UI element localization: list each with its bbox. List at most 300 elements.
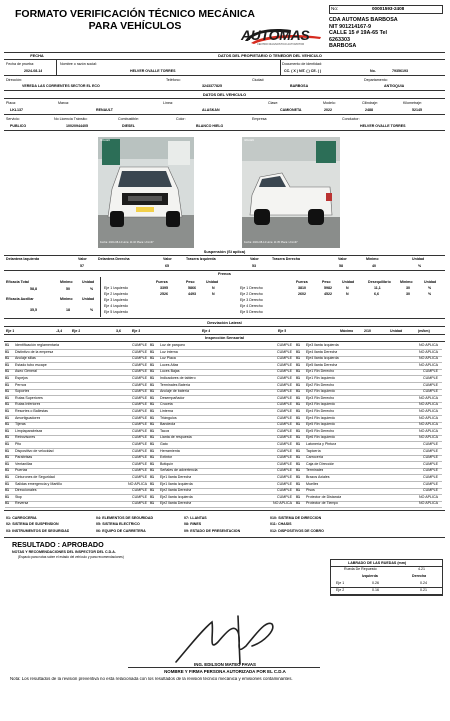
sensorial-group-code: 01 — [296, 501, 300, 506]
sensorial-group-code: 01 — [296, 435, 300, 440]
tread-der-value: 0.24 — [420, 581, 427, 585]
sensorial-item-label: Gato — [160, 442, 168, 446]
sensorial-group-code: 01 — [296, 442, 300, 446]
eje-der-label: Eje 5 Derecho — [240, 310, 263, 314]
sensorial-row — [296, 468, 442, 474]
max-value: 2/10 — [364, 329, 371, 333]
sensorial-group-code: 01 — [150, 362, 154, 367]
susp-td-valor-label: Valor — [338, 257, 347, 261]
sensorial-status: CUMPLE — [132, 415, 147, 420]
sensorial-status: NO APLICA — [419, 415, 438, 420]
sensorial-group-code: 01 — [5, 409, 9, 413]
sensorial-group-code: 01 — [296, 475, 300, 479]
sensorial-status: CUMPLE — [277, 343, 292, 347]
sensorial-row — [296, 429, 442, 435]
sensorial-group-code: 01 — [5, 494, 9, 499]
sensorial-row — [296, 495, 442, 501]
sensorial-group-code: 01 — [296, 362, 300, 367]
placa-label: Placa: — [6, 101, 16, 105]
sensorial-row — [296, 402, 442, 408]
sensorial-group-code: 01 — [5, 415, 9, 420]
sensorial-row — [150, 356, 296, 362]
sensorial-row — [150, 488, 296, 494]
sensorial-item-label: Carrocería — [306, 455, 323, 460]
sensorial-group-code: 01 — [150, 395, 154, 400]
servicio-value: PUBLICO — [10, 124, 27, 128]
page-title — [2, 8, 268, 32]
combustible-label: Combustible: — [118, 117, 139, 121]
sensorial-group-code: 01 — [296, 422, 300, 427]
doc-types: CC. ( X ) NIT. ( ) CE. ( ) — [284, 69, 322, 73]
sensorial-row — [296, 383, 442, 389]
sensorial-status: CUMPLE — [132, 435, 147, 440]
sensorial-row — [296, 422, 442, 428]
sensorial-row — [5, 482, 151, 488]
sensorial-status: CUMPLE — [423, 481, 438, 486]
sensorial-group-code: 01 — [150, 349, 154, 354]
sensorial-group-code: 01 — [5, 395, 9, 400]
sensorial-item-label: Ventanillas — [15, 461, 33, 466]
eje2-label: Eje 2 — [72, 329, 81, 333]
sensorial-item-label: Eje4 llanta Derecha — [306, 349, 338, 354]
sensorial-status: CUMPLE — [277, 468, 292, 473]
sensorial-group-code: 01 — [150, 376, 154, 380]
departamento-value: ANTIOQUIA — [384, 84, 405, 88]
sensorial-status: NO APLICA — [419, 402, 438, 407]
izq-fuerza-value: 3395 — [160, 286, 168, 290]
tread-axle-label: Eje 2 — [336, 588, 345, 592]
izq-peso-label: Peso — [186, 280, 195, 284]
nombre-label: Nombre o razón social: — [60, 62, 97, 66]
desv-unit: (m/km) — [418, 329, 430, 333]
sensorial-row — [150, 383, 296, 389]
sensorial-item-label: Cinturones de Seguridad — [15, 475, 55, 479]
sensorial-group-code: 01 — [296, 409, 300, 413]
sensorial-item-label: Luz de parqueo — [160, 343, 185, 347]
sensorial-status: CUMPLE — [277, 428, 292, 433]
der-fuerza-label: Fuerza — [296, 280, 308, 284]
sensorial-row — [296, 376, 442, 382]
sensorial-status: CUMPLE — [132, 422, 147, 427]
logo-tagline: CENTRO DIAGNÓSTICO AUTOMOTOR — [257, 43, 305, 46]
eje4-label: Eje 4 — [202, 329, 211, 333]
sensorial-group-code: 01 — [150, 468, 154, 473]
sensorial-group-code: 01 — [5, 382, 9, 387]
color-label: Color: — [176, 117, 186, 121]
deseq-min-value: 30 — [406, 292, 410, 296]
sensorial-status: CUMPLE — [423, 475, 438, 479]
sensorial-group-code: 01 — [296, 389, 300, 394]
sensorial-item-label: Identificación reglamentaria — [15, 343, 59, 347]
susp-td-label: Trasera Derecha — [272, 257, 300, 261]
susp-di-value: 57 — [80, 264, 84, 268]
sensorial-status: NO APLICA — [419, 362, 438, 367]
direccion-label: Dirección: — [6, 78, 22, 82]
group-legend-item: 07: LLANTAS — [184, 516, 207, 520]
marca-value: RENAULT — [96, 108, 113, 112]
tread-der-label: Derecha — [412, 574, 427, 578]
sensorial-status: CUMPLE — [132, 442, 147, 446]
sensorial-status: CUMPLE — [423, 382, 438, 387]
sensorial-item-label: Eje2 Rin Izquierdo — [306, 389, 336, 394]
sensorial-group-code: 01 — [296, 468, 300, 473]
sensorial-row — [5, 409, 151, 415]
sensorial-status: CUMPLE — [277, 422, 292, 427]
sensorial-row — [5, 396, 151, 402]
ef-aux-value: 35,5 — [30, 308, 37, 312]
sensorial-item-label: Eje2 llanta Derecha — [160, 501, 192, 506]
sensorial-row — [5, 435, 151, 441]
sensorial-group-code: 01 — [5, 349, 9, 354]
ciudad-label: Ciudad: — [252, 78, 265, 82]
sensorial-status: CUMPLE — [277, 356, 292, 361]
eje-izq-label: Eje 5 Izquierdo — [104, 310, 128, 314]
linea-value: ALASKAN — [202, 108, 220, 112]
sensorial-item-label: Luces Bajas — [160, 369, 180, 374]
sensorial-item-label: Luces Altas — [160, 362, 179, 367]
sensorial-status: NO APLICA — [128, 481, 147, 486]
sensorial-row — [150, 495, 296, 501]
sensorial-group-code: 01 — [150, 343, 154, 347]
sensorial-item-label: Eje2 llanta Izquierda — [160, 494, 193, 499]
clase-label: Clase: — [268, 101, 279, 105]
sensorial-group-code: 01 — [296, 356, 300, 361]
sensorial-item-label: Amortiguadores — [15, 415, 41, 420]
sensorial-status: CUMPLE — [132, 343, 147, 347]
sensorial-item-label: Aseo General — [15, 369, 37, 374]
sensorial-status: CUMPLE — [423, 369, 438, 374]
deseq-unit-label: Unidad — [424, 280, 437, 284]
sensorial-item-label: Dispositivo de velocidad — [15, 448, 54, 453]
sensorial-item-label: Eje5 llanta Derecha — [306, 362, 338, 367]
sensorial-row — [150, 376, 296, 382]
sensorial-status: CUMPLE — [132, 475, 147, 479]
eje1-value: -3,4 — [56, 329, 63, 333]
footnote: Nota: Los resultados de la revisión preventiva no esta relacionada con los resultados de la revisión técnico mecánica y emisiones contaminantes. — [10, 677, 293, 681]
eje3-label: Eje 3 — [132, 329, 141, 333]
sensorial-status: NO APLICA — [419, 356, 438, 361]
sensorial-item-label: Llanta de respuesta — [160, 435, 192, 440]
sensorial-row — [296, 442, 442, 448]
sensorial-group-code: 01 — [150, 475, 154, 479]
sensorial-status: CUMPLE — [423, 448, 438, 453]
eje-der-label: Eje 3 Derecho — [240, 298, 263, 302]
sensorial-group-code: 01 — [5, 343, 9, 347]
sensorial-item-label: Rutas Superiores — [15, 395, 43, 400]
tread-izq-value: 0.16 — [372, 588, 379, 592]
sensorial-item-label: Eje3 Rin Derecho — [306, 395, 335, 400]
der-peso-label: Peso — [322, 280, 331, 284]
sensorial-status: NO APLICA — [419, 409, 438, 413]
fecha-heading: FECHA — [30, 53, 44, 58]
sensorial-status: CUMPLE — [423, 389, 438, 394]
sensorial-item-label: Triángulos — [160, 415, 177, 420]
sensorial-status: CUMPLE — [277, 488, 292, 493]
sensorial-row — [5, 343, 151, 349]
sensorial-item-label: Eje3 llanta Izquierda — [306, 343, 339, 347]
sensorial-item-label: Terminales — [306, 468, 324, 473]
photo-front-caption: Fecha: 2024-08-14 Hora: 11:32 Placa: LKL137 — [100, 241, 154, 244]
ef-total-unit: % — [90, 287, 94, 291]
sensorial-group-code: 01 — [5, 448, 9, 453]
sensorial-status: CUMPLE — [132, 428, 147, 433]
susp-unit-label: Unidad — [412, 257, 425, 261]
sensorial-status: NO APLICA — [419, 428, 438, 433]
sensorial-row — [150, 416, 296, 422]
sensorial-status: CUMPLE — [277, 409, 292, 413]
sensorial-status: CUMPLE — [277, 442, 292, 446]
der-unit-label: Unidad — [342, 280, 355, 284]
sensorial-item-label: Eje6 Rin Izquierdo — [306, 435, 336, 440]
sensorial-row — [5, 416, 151, 422]
signature-image — [168, 612, 308, 668]
sensorial-item-label: Desempañador — [160, 395, 185, 400]
susp-dd-valor-label: Valor — [163, 257, 172, 261]
automas-logo — [241, 21, 327, 49]
sensorial-group-code: 01 — [150, 422, 154, 427]
sensorial-row — [150, 482, 296, 488]
izq-fuerza-label: Fuerza — [156, 280, 168, 284]
der-fuerza-value: 3810 — [298, 286, 306, 290]
sensorial-group-code: 01 — [150, 455, 154, 460]
sensorial-status: CUMPLE — [132, 448, 147, 453]
sensorial-group-code: 01 — [296, 448, 300, 453]
sensorial-row — [5, 350, 151, 356]
susp-ti-value: 53 — [252, 264, 256, 268]
sensorial-item-label: Pernos — [15, 382, 27, 387]
sensorial-item-label: Tijeras — [15, 422, 26, 427]
sensorial-group-code: 01 — [150, 369, 154, 374]
color-value: BLANCO HIELO — [196, 124, 224, 128]
sensorial-status: CUMPLE — [132, 409, 147, 413]
sensorial-row — [150, 369, 296, 375]
logo-wordmark: AUTOMAS — [241, 27, 310, 43]
der-fuerza-value: 2602 — [298, 292, 306, 296]
sensorial-group-code: 01 — [150, 488, 154, 493]
cda-info — [329, 17, 447, 50]
sensorial-item-label: Eje5 Rin Izquierdo — [306, 422, 336, 427]
sensorial-row — [296, 343, 442, 349]
sensorial-item-label: Anclaje sillas — [15, 356, 36, 361]
sensorial-status: NO APLICA — [273, 501, 292, 506]
sensorial-status: NO APLICA — [419, 494, 438, 499]
photo-rear-caption: Fecha: 2024-08-14 Hora: 11:35 Placa: LKL137 — [244, 241, 298, 244]
izq-unit-value: N — [212, 292, 215, 296]
linea-label: Línea: — [163, 101, 173, 105]
sensorial-item-label: Linterna — [160, 409, 173, 413]
photo-front-tag: IMAGEN — [100, 139, 111, 142]
sensorial-group-code: 01 — [5, 442, 9, 446]
licencia-label: No Licencia Tránsito: — [54, 117, 88, 121]
eje-izq-label: Eje 4 Izquierdo — [104, 304, 128, 308]
tread-spare-value: 4.21 — [418, 567, 425, 571]
sensorial-item-label: Luz interna — [160, 349, 178, 354]
departamento-label: Departamento: — [364, 78, 388, 82]
cda-nit: NIT 901214167-9 — [329, 23, 371, 30]
sensorial-title: Inspección Sensorial — [205, 335, 244, 340]
sensorial-item-label: Soportes — [15, 389, 30, 394]
vehicle-photo-rear — [242, 137, 340, 248]
fecha-prueba-label: Fecha de prueba: — [6, 62, 35, 66]
izq-peso-value: 5866 — [188, 286, 196, 290]
sensorial-row — [5, 495, 151, 501]
sensorial-item-label: Eje1 Rin Izquierdo — [306, 376, 336, 380]
doc-no-label: No. — [370, 69, 376, 73]
group-legend-item: 012: DISPOSITIVOS DE COBRO — [270, 528, 324, 533]
sensorial-item-label: Muelles — [306, 481, 319, 486]
sensorial-item-label: Puertas — [15, 468, 28, 473]
sensorial-group-code: 01 — [150, 501, 154, 506]
sensorial-group-code: 01 — [5, 402, 9, 407]
sensorial-group-code: 01 — [150, 428, 154, 433]
sensorial-item-label: Eje4 Rin Derecho — [306, 409, 335, 413]
sensorial-status: CUMPLE — [277, 415, 292, 420]
sensorial-group-code: 01 — [5, 362, 9, 367]
cilindraje-value: 2488 — [365, 108, 373, 112]
sensorial-group-code: 01 — [5, 461, 9, 466]
sensorial-item-label: Resortes o Ballestas — [15, 409, 48, 413]
sensorial-status: CUMPLE — [277, 448, 292, 453]
sensorial-group-code: 01 — [296, 402, 300, 407]
sensorial-item-label: Distintivo de la empresa — [15, 349, 54, 354]
cilindraje-label: Cilindraje: — [362, 101, 378, 105]
modelo-value: 2022 — [324, 108, 332, 112]
sensorial-status: CUMPLE — [277, 369, 292, 374]
sensorial-group-code: 01 — [5, 475, 9, 479]
result-label: RESULTADO : APROBADO — [12, 540, 104, 549]
sensorial-group-code: 01 — [5, 356, 9, 361]
sensorial-status: CUMPLE — [132, 488, 147, 493]
ef-total-unit-label: Unidad — [82, 280, 95, 284]
sensorial-status: NO APLICA — [419, 343, 438, 347]
der-peso-value: 5982 — [324, 286, 332, 290]
group-legend-item: 09: ESTADO DE PRESENTACION — [184, 528, 241, 533]
pickup-side-image — [242, 137, 340, 248]
eje-der-label: Eje 4 Derecho — [240, 304, 263, 308]
sensorial-group-code: 01 — [5, 481, 9, 486]
frenos-title: Frenos — [218, 271, 231, 276]
sensorial-row — [296, 396, 442, 402]
sensorial-row — [150, 396, 296, 402]
sensorial-row — [150, 429, 296, 435]
ef-aux-unit: % — [90, 308, 94, 312]
sensorial-row — [5, 356, 151, 362]
pickup-front-image — [98, 137, 194, 248]
group-legend-item: 06: EQUIPO DE CARRETERA — [96, 528, 146, 533]
sensorial-row — [150, 402, 296, 408]
sensorial-status: CUMPLE — [132, 356, 147, 361]
sensorial-status: CUMPLE — [277, 376, 292, 380]
sensorial-item-label: Caja de Dirección — [306, 461, 335, 466]
sensorial-group-code: 01 — [150, 494, 154, 499]
sensorial-item-label: Brazos Axiales — [306, 475, 330, 479]
susp-dd-label: Delantera Derecha — [98, 257, 130, 261]
nombre-value: HELVER OVALLE TORRES — [130, 69, 176, 73]
sensorial-item-label: Eje2 llanta Derecha — [160, 488, 192, 493]
sensorial-status: CUMPLE — [132, 494, 147, 499]
der-unit-value: N — [346, 292, 349, 296]
sensorial-item-label: Cruceta — [160, 402, 173, 407]
sensorial-row — [150, 422, 296, 428]
deseq-unit-value: % — [428, 286, 432, 290]
sensorial-row — [5, 389, 151, 395]
sensorial-row — [296, 501, 442, 507]
sensorial-group-code: 01 — [5, 389, 9, 394]
sensorial-group-code: 01 — [296, 395, 300, 400]
ef-total-min: 50 — [66, 287, 70, 291]
sensorial-row — [296, 449, 442, 455]
sensorial-group-code: 01 — [296, 494, 300, 499]
sensorial-row — [296, 416, 442, 422]
cda-city: BARBOSA — [329, 43, 357, 50]
sensorial-row — [296, 363, 442, 369]
eje-izq-label: Eje 3 Izquierdo — [104, 298, 128, 302]
desviacion-title: Desviación Lateral — [207, 320, 242, 325]
photo-rear-tag: IMAGEN — [244, 139, 255, 142]
sensorial-row — [5, 501, 151, 507]
sensorial-status: CUMPLE — [277, 435, 292, 440]
sensorial-row — [296, 488, 442, 494]
sensorial-item-label: Señales de advertencia — [160, 468, 198, 473]
sensorial-status: CUMPLE — [277, 481, 292, 486]
sensorial-row — [150, 449, 296, 455]
sensorial-item-label: Tacos — [160, 428, 170, 433]
placa-value: LKL137 — [10, 108, 23, 112]
eje-der-label: Eje 1 Derecho — [240, 286, 263, 290]
sensorial-status: CUMPLE — [277, 475, 292, 479]
sensorial-row — [5, 442, 151, 448]
sensorial-status: NO APLICA — [419, 422, 438, 427]
group-legend-item: 01: CARROCERIA — [6, 516, 37, 520]
izq-peso-value: 4493 — [188, 292, 196, 296]
sensorial-row — [5, 429, 151, 435]
sensorial-group-code: 01 — [296, 415, 300, 420]
sensorial-status: CUMPLE — [132, 468, 147, 473]
notes-title: NOTAS Y RECOMENDACIONES DEL INSPECTOR DEL C.D.A. — [12, 550, 116, 554]
sensorial-group-code: 01 — [5, 422, 9, 427]
sensorial-row — [296, 482, 442, 488]
fecha-prueba-value: 2024-08-14 — [24, 69, 43, 73]
sensorial-row — [150, 475, 296, 481]
servicio-label: Servicio: — [6, 117, 20, 121]
sensorial-row — [5, 468, 151, 474]
sensorial-item-label: Eje4 llanta Izquierda — [306, 356, 339, 361]
sensorial-row — [296, 369, 442, 375]
sensorial-group-code: 01 — [296, 481, 300, 486]
sensorial-group-code: 01 — [150, 435, 154, 440]
sensorial-row — [5, 376, 151, 382]
doc-label: Documento de identidad: — [282, 62, 322, 66]
sensorial-row — [5, 383, 151, 389]
notes-subtitle: (Espacio para notas sobre el estado del vehículo y para recomendaciones) — [18, 555, 124, 559]
susp-td-value: 58 — [339, 264, 343, 268]
sensorial-item-label: Latonería y Pintura — [306, 442, 337, 446]
sensorial-group-code: 01 — [296, 488, 300, 493]
sensorial-group-code: 01 — [150, 382, 154, 387]
sensorial-item-label: Eje4 Rin Izquierdo — [306, 415, 336, 420]
eje5-label: Eje 5 — [278, 329, 287, 333]
sensorial-group-code: 01 — [5, 435, 9, 440]
deseq-label: Desequilibrio — [368, 280, 391, 284]
owner-section-title: DATOS DEL PROPIETARIO O TENEDOR DEL VEHICULO — [218, 53, 322, 58]
sensorial-item-label: Eje3 Rin Izquierdo — [306, 402, 336, 407]
tread-der-value: 0.21 — [420, 588, 427, 592]
vehicle-section-title: DATOS DEL VEHICULO — [202, 92, 247, 97]
sensorial-item-label: Salidas emergencia y Martillo — [15, 481, 62, 486]
sensorial-status: NO APLICA — [419, 395, 438, 400]
susp-ti-valor-label: Valor — [250, 257, 259, 261]
sensorial-item-label: Espejos — [15, 376, 28, 380]
